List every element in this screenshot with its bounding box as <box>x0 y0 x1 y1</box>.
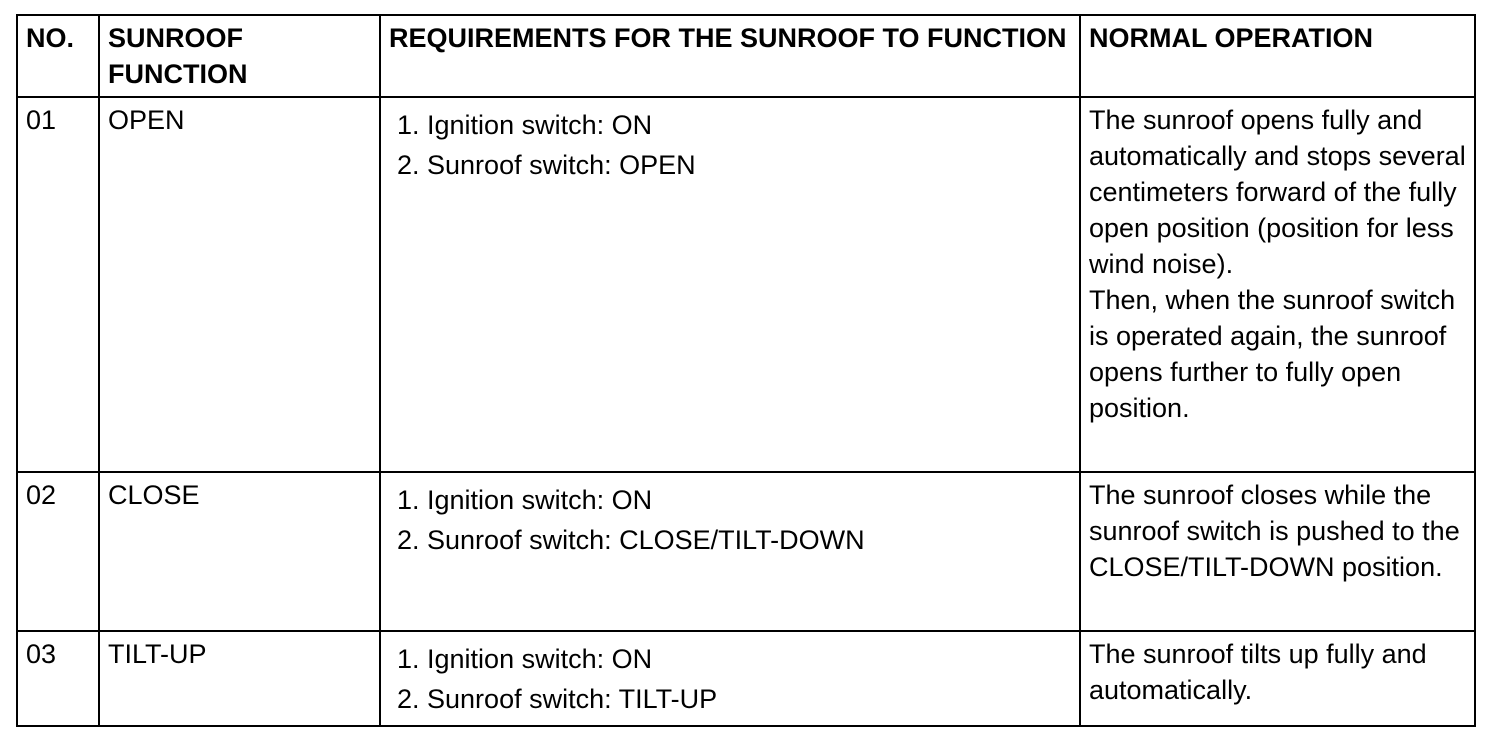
table-row <box>17 472 1475 631</box>
header-no: NO. <box>17 15 99 97</box>
row-number: 02 <box>17 472 99 631</box>
header-requirements: REQUIREMENTS FOR THE SUNROOF TO FUNCTION <box>380 15 1080 97</box>
header-normal-operation: NORMAL OPERATION <box>1080 15 1475 97</box>
header-sunroof-function: SUNROOF FUNCTION <box>99 15 380 97</box>
sunroof-function-table <box>16 14 1476 727</box>
row-requirements <box>380 631 1080 726</box>
requirement-line: 1. Ignition switch: ON <box>397 485 653 515</box>
row-function: TILT-UP <box>99 631 380 726</box>
operation-text: Then, when the sunroof switch is operated again, the sunroof opens further to fully open position. <box>1089 285 1456 423</box>
row-function: CLOSE <box>99 472 380 631</box>
requirement-line: 2. Sunroof switch: CLOSE/TILT-DOWN <box>397 525 865 555</box>
row-requirements <box>380 472 1080 631</box>
table-header-row <box>17 15 1475 97</box>
requirement-line: 2. Sunroof switch: OPEN <box>397 150 696 180</box>
operation-text: The sunroof closes while the sunroof switch is pushed to the CLOSE/TILT-DOWN position. <box>1089 480 1460 582</box>
row-number: 03 <box>17 631 99 726</box>
row-operation <box>1080 472 1475 631</box>
table-row <box>17 97 1475 472</box>
requirement-line: 2. Sunroof switch: TILT-UP <box>397 684 718 714</box>
table-row <box>17 631 1475 726</box>
requirement-line: 1. Ignition switch: ON <box>397 110 653 140</box>
row-number: 01 <box>17 97 99 472</box>
row-operation <box>1080 97 1475 472</box>
row-operation <box>1080 631 1475 726</box>
row-requirements <box>380 97 1080 472</box>
operation-text: The sunroof opens fully and automatically and stops several centimeters forward of the fully open position (position for less wind noise). <box>1089 105 1466 279</box>
row-function: OPEN <box>99 97 380 472</box>
operation-text: The sunroof tilts up fully and automatically. <box>1089 639 1427 705</box>
requirement-line: 1. Ignition switch: ON <box>397 644 653 674</box>
